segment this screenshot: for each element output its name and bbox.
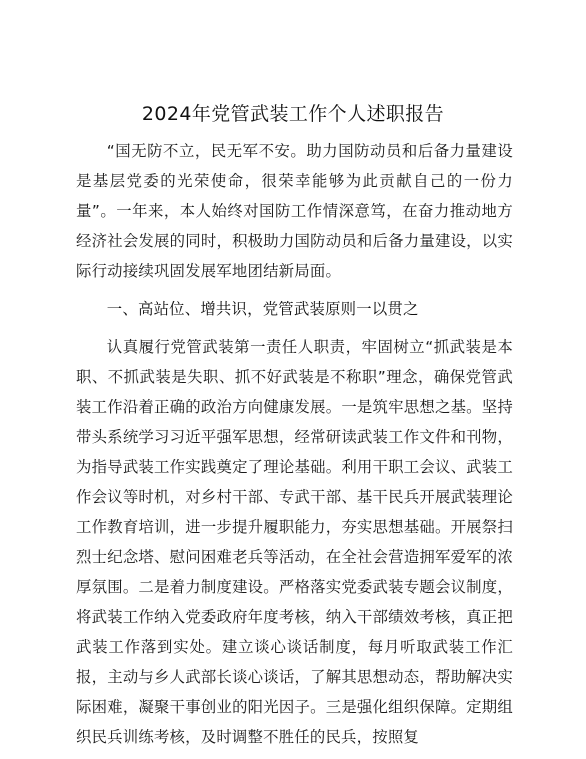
section-heading: 一、高站位、增共识，党管武装原则一以贯之 (106, 300, 419, 318)
intro-paragraph: “国无防不立，民无军不安。助力国防动员和后备力量建设是基层党委的光荣使命，很荣幸能够为此贡献自己的一份力量”。一年来，本人始终对国防工作情深意笃，在奋力推动地方经济社会发展的同时，积极助力国防动员和后备力量建设，以实际行动接续巩固发展军地团结新局面。 (76, 142, 513, 280)
document-body (76, 136, 513, 752)
section-paragraph: 认真履行党管武装第一责任人职责，牢固树立“抓武装是本职、不抓武装是失职、抓不好武装是不称职”理念，确保党管武装工作沿着正确的政治方向健康发展。一是筑牢思想之基。坚持带头系统学习习近平强军思想，经常研读武装工作文件和刊物，为指导武装工作实践奠定了理论基础。利用干职工会议、武装工作会议等时机，对乡村干部、专武干部、基干民兵开展武装理论工作教育培训，进一步提升履职能力，夯实思想基础。开展祭扫烈士纪念塔、慰问困难老兵等活动，在全社会营造拥军爱军的浓厚氛围。二是着力制度建设。严格落实党委武装专题会议制度，将武装工作纳入党委政府年度考核，纳入干部绩效考核，真正把武装工作落到实处。建立谈心谈话制度，每月听取武装工作汇报，主动与乡人武部长谈心谈话，了解其思想动态，帮助解决实际困难，凝聚干事创业的阳光因子。三是强化组织保障。定期组织民兵训练考核，及时调整不胜任的民兵，按照复 (76, 338, 513, 746)
document-title: 2024年党管武装工作个人述职报告 (141, 103, 445, 125)
